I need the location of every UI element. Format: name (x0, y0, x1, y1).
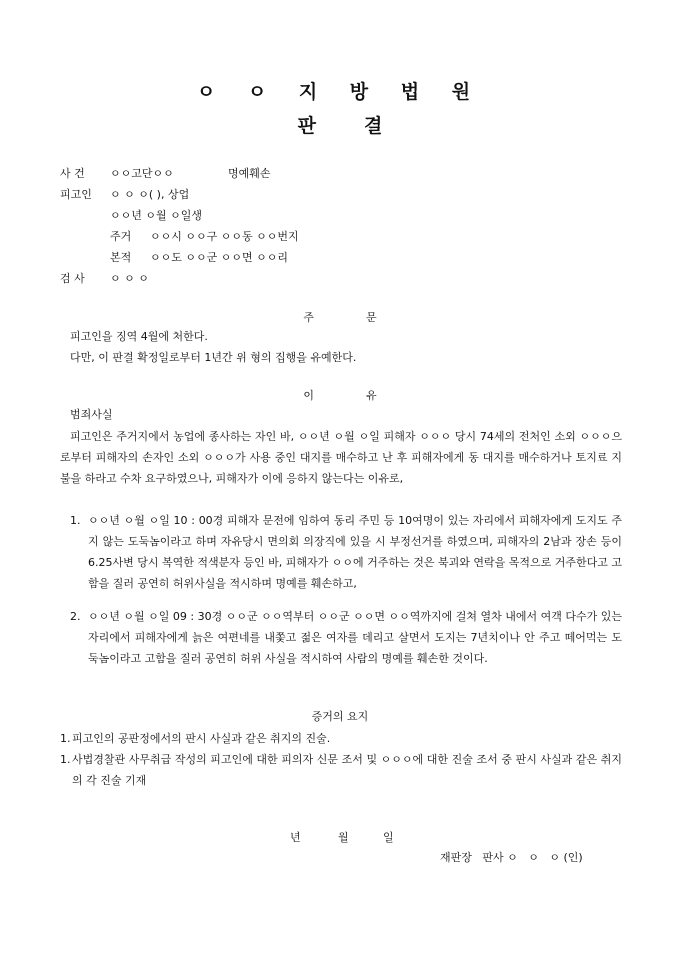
court-title: ㅇ ㅇ 지 방 법 원 (196, 81, 484, 103)
facts-item (70, 510, 622, 594)
order-line-1: 피고인을 징역 4월에 처한다. (70, 330, 208, 343)
domicile-label: 본적 (110, 251, 132, 264)
order-line-2: 다만, 이 판결 확정일로부터 1년간 위 형의 집행을 유예한다. (70, 351, 357, 364)
prosecutor-label: 검 사 (60, 272, 85, 285)
facts-subheading: 범죄사실 (70, 408, 113, 421)
evidence-heading: 증거의 요지 (311, 710, 369, 723)
reason-heading (0, 388, 680, 404)
defendant-label: 피고인 (60, 188, 92, 201)
doc-type-char-1: 판 (297, 115, 316, 137)
case-label: 사 건 (60, 167, 85, 180)
prosecutor-value: ㅇ ㅇ ㅇ (110, 272, 149, 285)
facts-intro: 피고인은 주거지에서 농업에 종사하는 자인 바, ㅇㅇ년 ㅇ월 ㅇ일 피해자 ㅇㅇㅇ 당시 74세의 전처인 소외 ㅇㅇㅇ으로부터 피해자의 손자인 소외 ㅇㅇㅇ가 사용 중인 대지를 매수하고 난 후 피해자에게 동 대지를 매수하거나 토지료 지불을 하라고 수차 요구하였으나, 피해자가 이에 응하지 않는다는 이유로, (60, 430, 622, 485)
facts-item-number: 2. (70, 610, 81, 623)
defendant-value: ㅇ ㅇ ㅇ( ), 상업 (110, 188, 190, 201)
order-heading (0, 310, 680, 326)
order-heading-char-2: 문 (366, 311, 377, 324)
evidence-item-text: 사법경찰관 사무취급 작성의 피고인에 대한 피의자 신문 조서 및 ㅇㅇㅇ에 대한 진술 조서 중 판시 사실과 같은 취지의 각 진술 기재 (72, 753, 622, 787)
evidence-item (60, 728, 622, 749)
address-label: 주거 (110, 230, 132, 243)
reason-heading-char-2: 유 (366, 389, 377, 402)
document-type-title (0, 114, 680, 138)
facts-item-text: ㅇㅇ년 ㅇ월 ㅇ일 10 : 00경 피해자 문전에 임하여 동리 주민 등 10여명이 있는 자리에서 피해자에게 도지도 주지 않는 도둑놈이라고 하며 자유당시 면의회 의장직에 있을 시 부정선거를 하였으며, 피해자의 2남과 장손 등이 6.25사변 당시 복역한 적색분자 등인 바, 피해자가 ㅇㅇ에 거주하는 것은 북괴와 연락을 목적으로 거주한다고 고함을 질러 공연히 허위사실을 적시하며 명예를 훼손하고, (88, 514, 622, 590)
domicile-value: ㅇㅇ도 ㅇㅇ군 ㅇㅇ면 ㅇㅇ리 (150, 251, 289, 264)
case-crime: 명예훼손 (228, 167, 271, 180)
date-month: 월 (338, 831, 349, 844)
date-day: 일 (383, 831, 394, 844)
order-heading-char-1: 주 (303, 311, 314, 324)
case-number: ㅇㅇ고단ㅇㅇ (110, 167, 174, 180)
date-year: 년 (290, 831, 301, 844)
evidence-item-number: 1. (60, 732, 71, 745)
evidence-item-number: 1. (60, 753, 71, 766)
facts-item-text: ㅇㅇ년 ㅇ월 ㅇ일 09 : 30경 ㅇㅇ군 ㅇㅇ역부터 ㅇㅇ군 ㅇㅇ면 ㅇㅇ역까지에 걸쳐 열차 내에서 여객 다수가 있는 자리에서 피해자에게 늙은 여편네를 내쫓고 젊은 여자를 데리고 살면서 도지는 7년치이나 안 주고 떼어먹는 도둑놈이라고 고함을 질러 공연히 허위 사실을 적시하여 사람의 명예를 훼손한 것이다. (88, 610, 622, 665)
defendant-birth: ㅇㅇ년 ㅇ월 ㅇ일생 (110, 209, 203, 222)
reason-heading-char-1: 이 (303, 389, 314, 402)
evidence-item (60, 749, 622, 791)
doc-type-char-2: 결 (364, 115, 383, 137)
judge-signature-line: 재판장 판사 ㅇ ㅇ ㅇ (인) (440, 851, 583, 864)
facts-item-number: 1. (70, 514, 81, 527)
facts-item (70, 606, 622, 669)
address-value: ㅇㅇ시 ㅇㅇ구 ㅇㅇ동 ㅇㅇ번지 (150, 230, 299, 243)
evidence-item-text: 피고인의 공판정에서의 판시 사실과 같은 취지의 진술. (72, 732, 331, 745)
